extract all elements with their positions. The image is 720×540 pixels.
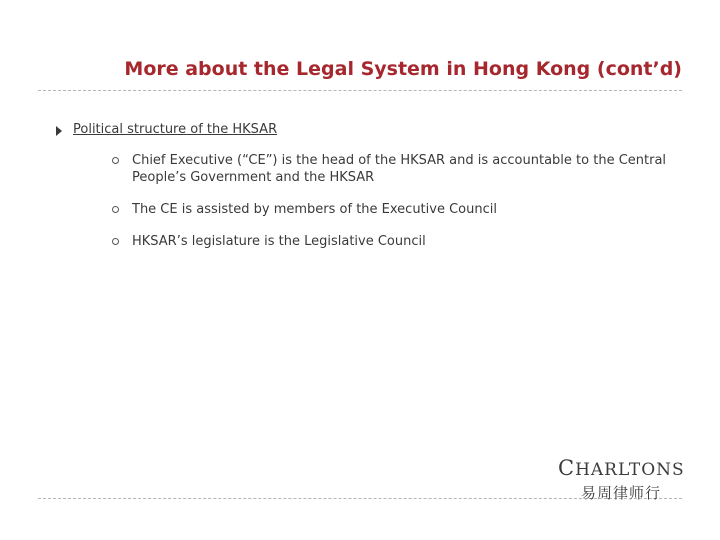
circle-bullet-icon xyxy=(112,238,119,245)
slide-title: More about the Legal System in Hong Kong (cont’d) xyxy=(124,58,682,80)
sub-bullet-text: Chief Executive (“CE”) is the head of the HKSAR and is accountable to the Central People’s Government and the HKSAR xyxy=(132,153,667,185)
top-divider xyxy=(38,90,682,91)
sub-bullet-text: HKSAR’s legislature is the Legislative Council xyxy=(132,234,426,249)
logo-name-rest: HARLTONS xyxy=(575,460,685,480)
sub-bullet-text: The CE is assisted by members of the Executive Council xyxy=(132,202,497,217)
charltons-logo xyxy=(558,456,684,503)
sub-bullet-item xyxy=(112,201,682,218)
logo-name xyxy=(558,456,684,480)
logo-chinese-name: 易周律师行 xyxy=(580,484,661,502)
sub-bullet-item xyxy=(112,233,682,250)
circle-bullet-icon xyxy=(112,157,119,164)
sub-bullet-item xyxy=(112,152,682,186)
sub-bullet-list xyxy=(112,152,682,265)
circle-bullet-icon xyxy=(112,206,119,213)
main-bullet-text: Political structure of the HKSAR xyxy=(73,122,278,137)
triangle-bullet-icon xyxy=(56,126,62,136)
logo-name-initial: C xyxy=(558,456,576,480)
